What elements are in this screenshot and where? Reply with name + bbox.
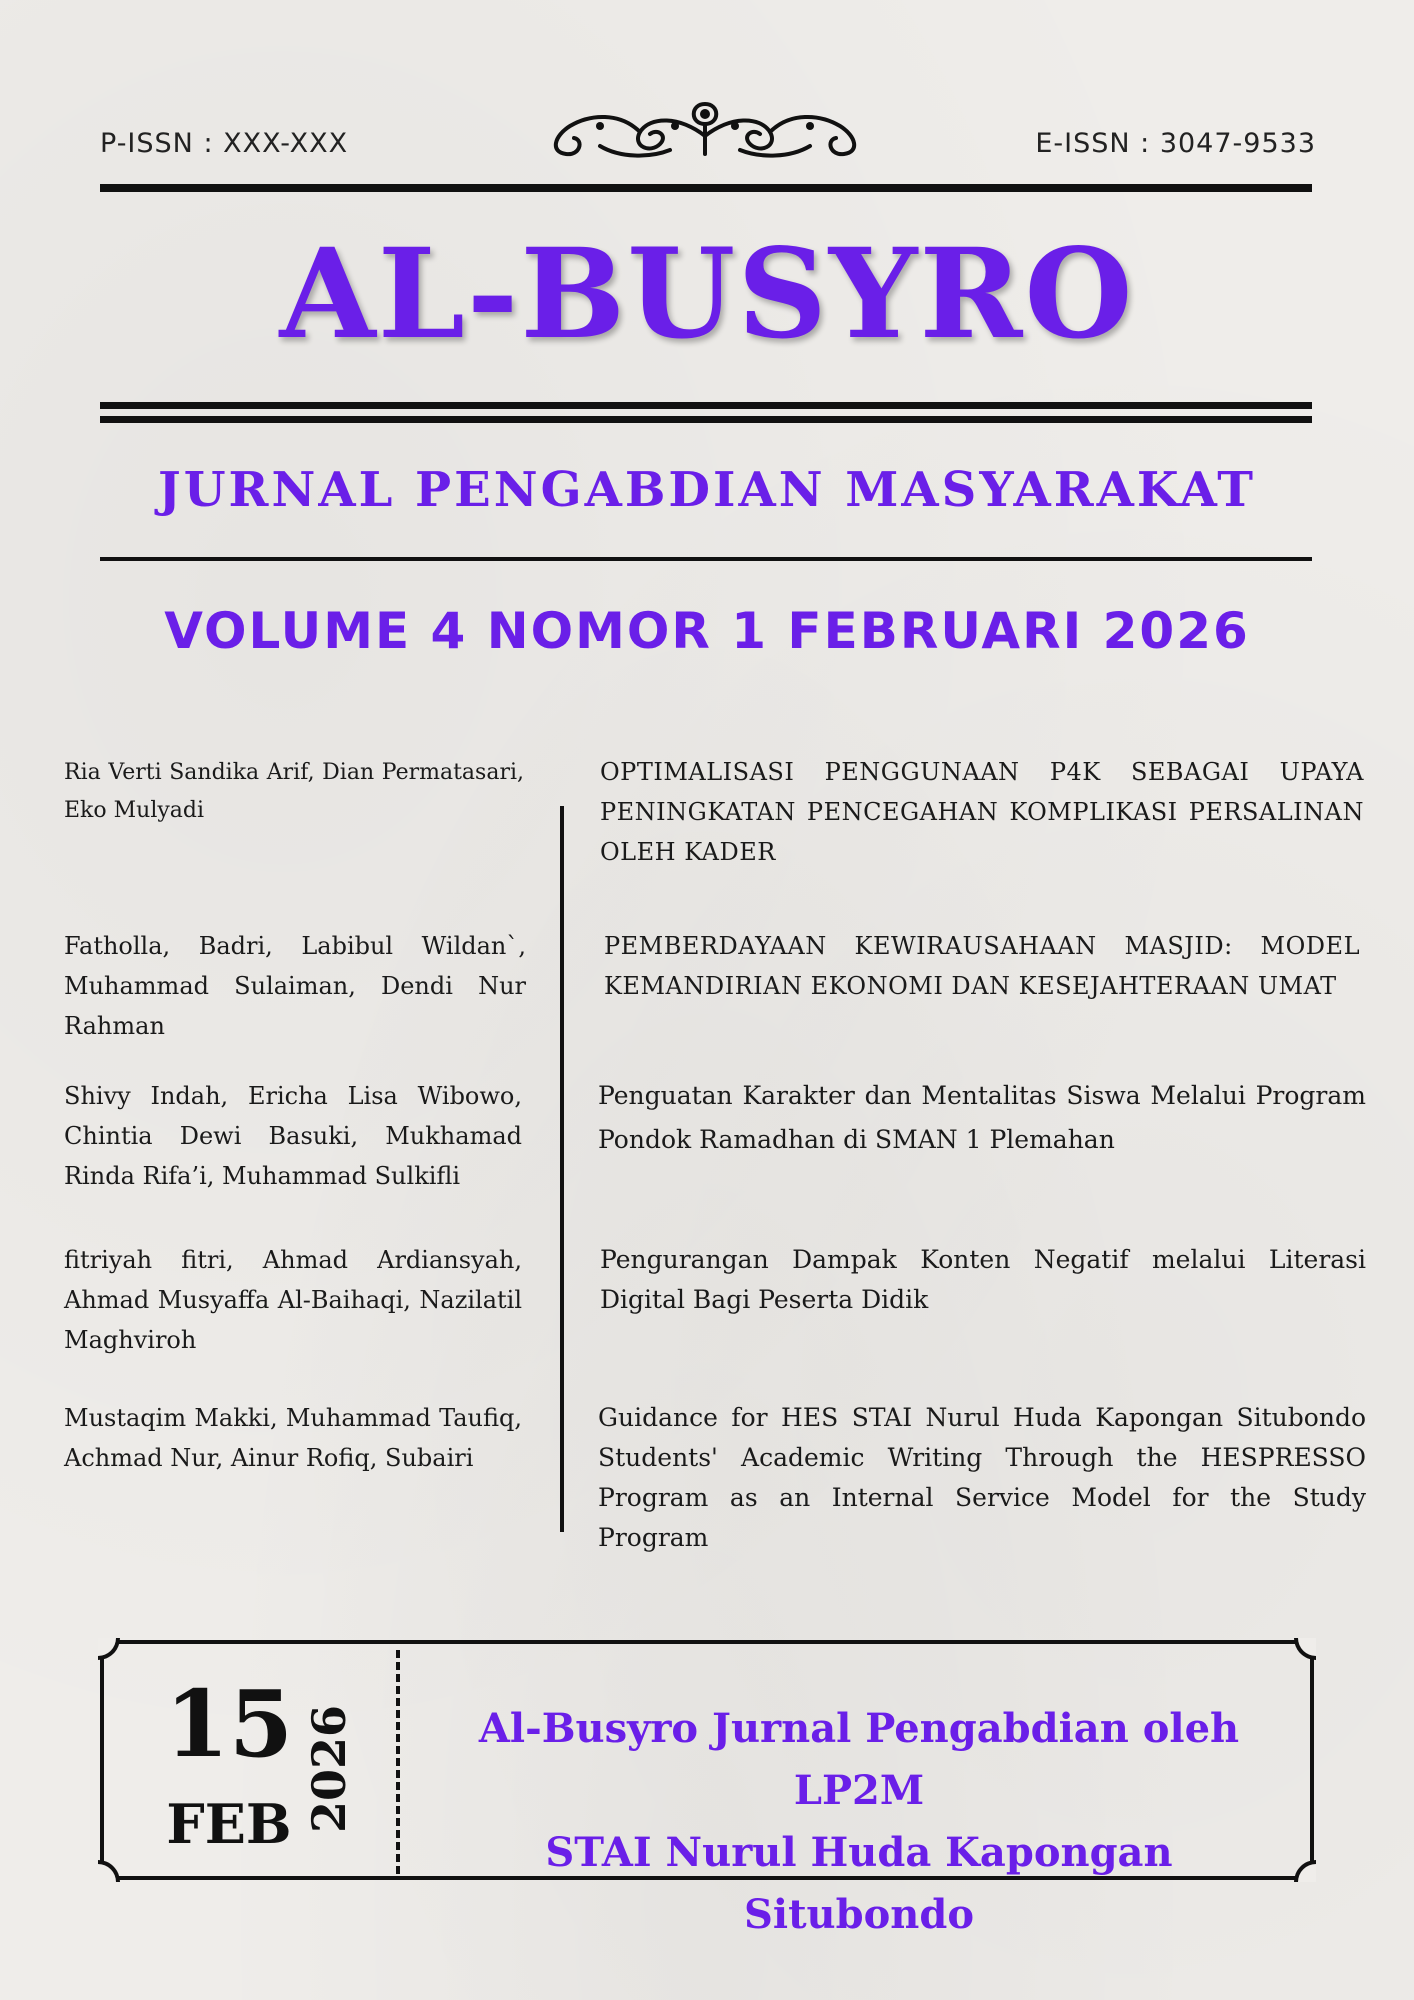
subtitle-rule xyxy=(100,557,1312,561)
dashed-divider xyxy=(396,1650,400,1874)
title-rule-lower xyxy=(100,416,1312,423)
journal-title: AL-BUSYRO xyxy=(279,222,1135,367)
entry-title: PEMBERDAYAAN KEWIRAUSAHAAN MASJID: MODEL KEMANDIRIAN EKONOMI DAN KESEJAHTERAAN UMAT xyxy=(604,932,1360,1000)
entry-authors: Ria Verti Sandika Arif, Dian Permatasari, Eko Mulyadi xyxy=(64,760,524,823)
entry-authors: Mustaqim Makki, Muhammad Taufiq, Achmad Nur, Ainur Rofiq, Subairi xyxy=(64,1404,522,1472)
date-month: FEB xyxy=(166,1792,292,1856)
date-year: 2026 xyxy=(302,1704,356,1834)
journal-subtitle: JURNAL PENGABDIAN MASYARAKAT xyxy=(157,462,1257,518)
publisher-line-2: STAI Nurul Huda Kapongan Situbondo xyxy=(545,1829,1173,1938)
e-issn: E-ISSN : 3047-9533 xyxy=(1035,128,1316,159)
publisher-line-1: Al-Busyro Jurnal Pengabdian oleh LP2M xyxy=(478,1705,1240,1814)
entry-title: Penguatan Karakter dan Mentalitas Siswa Melalui Program Pondok Ramadhan di SMAN 1 Plemahan xyxy=(598,1081,1366,1154)
p-issn: P-ISSN : XXX-XXX xyxy=(100,128,349,159)
entry-title: Pengurangan Dampak Konten Negatif melalui Literasi Digital Bagi Peserta Didik xyxy=(600,1245,1366,1314)
date-day: 15 xyxy=(164,1670,294,1778)
entry-authors: Fatholla, Badri, Labibul Wildan`, Muhammad Sulaiman, Dendi Nur Rahman xyxy=(64,932,526,1040)
entry-title: Guidance for HES STAI Nurul Huda Kapongan Situbondo Students' Academic Writing Through the HESPRESSO Program as an Internal Service Model for the Study Program xyxy=(598,1403,1366,1552)
title-rule-upper xyxy=(100,402,1312,409)
entry-title: OPTIMALISASI PENGGUNAAN P4K SEBAGAI UPAYA PENINGKATAN PENCEGAHAN KOMPLIKASI PERSALINAN OLEH KADER xyxy=(600,758,1364,866)
volume-info: VOLUME 4 NOMOR 1 FEBRUARI 2026 xyxy=(164,602,1250,660)
entry-authors: fitriyah fitri, Ahmad Ardiansyah, Ahmad Musyaffa Al-Baihaqi, Nazilatil Maghviroh xyxy=(64,1246,522,1354)
column-divider xyxy=(560,806,564,1532)
top-rule xyxy=(100,184,1312,192)
entry-authors: Shivy Indah, Ericha Lisa Wibowo, Chintia Dewi Basuki, Mukhamad Rinda Rifa’i, Muhammad Sulkifli xyxy=(64,1082,522,1190)
publisher-info xyxy=(424,1698,1294,1946)
date-box xyxy=(100,1640,1314,1938)
ornament-icon xyxy=(540,96,870,166)
